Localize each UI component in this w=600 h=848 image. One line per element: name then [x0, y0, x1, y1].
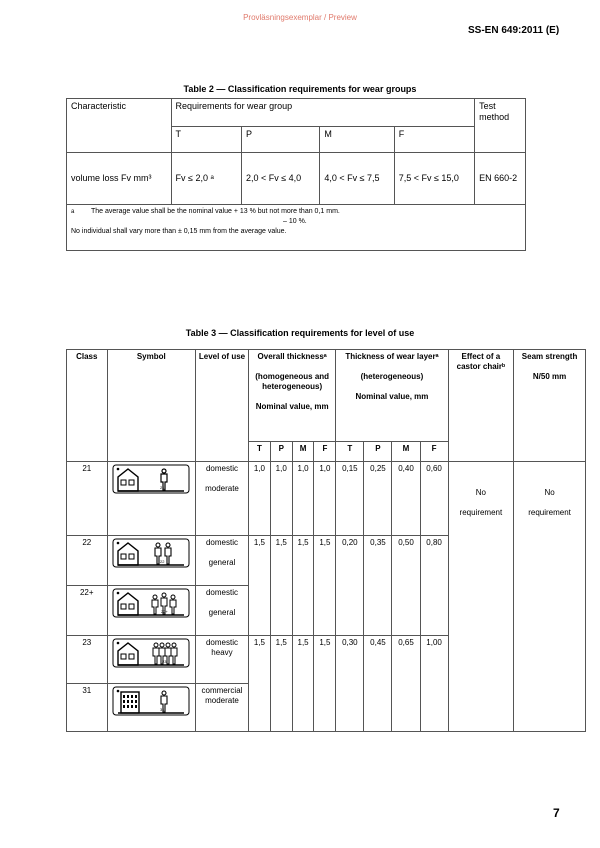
- wear-sub: (heterogeneous): [360, 372, 424, 381]
- cell: 0,65: [392, 636, 420, 732]
- svg-text:23: 23: [162, 659, 167, 664]
- seam-title: Seam strength: [521, 352, 578, 361]
- th-characteristic: Characteristic: [67, 99, 172, 153]
- cell: 0,15: [336, 462, 364, 536]
- cell: 1,0: [292, 462, 314, 536]
- preview-watermark: Provläsningsexemplar / Preview: [243, 13, 357, 22]
- symbol-22: [107, 536, 195, 586]
- overall-unit: Nominal value, mm: [255, 402, 329, 411]
- class-22-plus: 22+: [67, 586, 108, 636]
- sub-wear-m: M: [392, 442, 420, 462]
- overall-sub: (homogeneous and heterogeneous): [255, 372, 330, 391]
- th-symbol: Symbol: [107, 350, 195, 462]
- overall-title: Overall thicknessᵃ: [257, 352, 327, 361]
- th-group-f: F: [394, 127, 474, 153]
- cell: 0,80: [420, 536, 448, 636]
- wear-groups-table: [66, 98, 526, 251]
- footnote-2: – 10 %.: [283, 218, 307, 225]
- svg-text:22+: 22+: [161, 609, 169, 614]
- svg-text:22: 22: [160, 559, 165, 564]
- office-building-icon: [112, 686, 190, 716]
- sub-overall-f: F: [314, 442, 336, 462]
- value-m: 4,0 < Fv ≤ 7,5: [320, 153, 394, 205]
- svg-text:21: 21: [160, 485, 165, 490]
- house-two-persons-icon: [112, 538, 190, 568]
- sub-wear-t: T: [336, 442, 364, 462]
- value-t: Fv ≤ 2,0 ᵃ: [171, 153, 241, 205]
- symbol-21: [107, 462, 195, 536]
- symbol-23: [107, 636, 195, 684]
- cell: 1,5: [249, 536, 271, 636]
- sub-wear-f: F: [420, 442, 448, 462]
- value-p: 2,0 < Fv ≤ 4,0: [241, 153, 319, 205]
- th-castor-chair: Effect of a castor chairᵇ: [448, 350, 514, 462]
- document-id: SS-EN 649:2011 (E): [468, 25, 560, 36]
- wear-title: Thickness of wear layerᵃ: [345, 352, 439, 361]
- level-31: commercial moderate: [195, 684, 248, 732]
- test-method-value: EN 660-2: [475, 153, 526, 205]
- cell: 1,00: [420, 636, 448, 732]
- symbol-22-plus: [107, 586, 195, 636]
- table2-footnotes: [67, 205, 526, 251]
- th-seam-strength: [514, 350, 586, 462]
- svg-text:31: 31: [160, 707, 165, 712]
- cell: 0,60: [420, 462, 448, 536]
- level-of-use-table: [66, 349, 586, 732]
- cell: 0,35: [364, 536, 392, 636]
- th-overall-thickness: [249, 350, 336, 442]
- house-three-persons-icon: [112, 588, 190, 618]
- footnote-3: No individual shall vary more than ± 0,15 mm from the average value.: [71, 228, 287, 235]
- sub-overall-t: T: [249, 442, 271, 462]
- footnote-mark: a: [71, 209, 75, 215]
- cell: 0,40: [392, 462, 420, 536]
- th-level: Level of use: [195, 350, 248, 462]
- table3-caption: Table 3 — Classification requirements for level of use: [185, 328, 415, 338]
- cell: 1,0: [270, 462, 292, 536]
- castor-chair-value: No requirement: [448, 462, 514, 732]
- cell: 1,5: [270, 536, 292, 636]
- th-requirements: Requirements for wear group: [171, 99, 475, 127]
- symbol-31: [107, 684, 195, 732]
- level-22-plus: domestic general: [195, 586, 248, 636]
- sub-overall-m: M: [292, 442, 314, 462]
- row-label: volume loss Fv mm³: [67, 153, 172, 205]
- seam-unit: N/50 mm: [532, 372, 567, 381]
- cell: 1,0: [249, 462, 271, 536]
- page-number: 7: [553, 806, 560, 820]
- cell: 1,5: [292, 536, 314, 636]
- class-22: 22: [67, 536, 108, 586]
- wear-unit: Nominal value, mm: [355, 392, 429, 401]
- th-group-t: T: [171, 127, 241, 153]
- house-group-persons-icon: [112, 638, 190, 668]
- cell: 1,5: [249, 636, 271, 732]
- th-group-p: P: [241, 127, 319, 153]
- footnote-1: The average value shall be the nominal value + 13 % but not more than 0,1 mm.: [91, 208, 340, 215]
- sub-overall-p: P: [270, 442, 292, 462]
- cell: 1,5: [270, 636, 292, 732]
- th-group-m: M: [320, 127, 394, 153]
- house-one-person-icon: [112, 464, 190, 494]
- table2-caption: Table 2 — Classification requirements for wear groups: [183, 84, 417, 94]
- cell: 0,20: [336, 536, 364, 636]
- cell: 0,45: [364, 636, 392, 732]
- seam-strength-value: No requirement: [514, 462, 586, 732]
- level-23: domestic heavy: [195, 636, 248, 684]
- cell: 1,0: [314, 462, 336, 536]
- cell: 1,5: [314, 536, 336, 636]
- cell: 0,30: [336, 636, 364, 732]
- cell: 0,50: [392, 536, 420, 636]
- cell: 1,5: [314, 636, 336, 732]
- cell: 0,25: [364, 462, 392, 536]
- level-22: domestic general: [195, 536, 248, 586]
- th-test-method: Test method: [475, 99, 526, 153]
- value-f: 7,5 < Fv ≤ 15,0: [394, 153, 474, 205]
- class-21: 21: [67, 462, 108, 536]
- th-class: Class: [67, 350, 108, 462]
- level-21: domestic moderate: [195, 462, 248, 536]
- class-23: 23: [67, 636, 108, 684]
- class-31: 31: [67, 684, 108, 732]
- cell: 1,5: [292, 636, 314, 732]
- th-wear-layer: [336, 350, 448, 442]
- sub-wear-p: P: [364, 442, 392, 462]
